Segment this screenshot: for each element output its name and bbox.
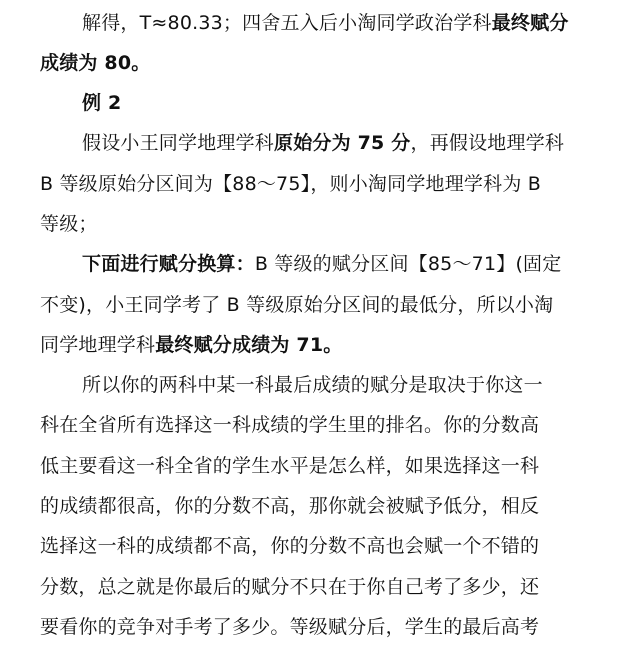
text-line-14 — [40, 534, 539, 558]
line-10-text: 所以你的两科中某一科最后成绩的赋分是取决于你这一 — [82, 374, 543, 396]
line-13-text: 的成绩都很高，你的分数不高，那你就会被赋予低分，相反 — [40, 495, 540, 517]
text-line-8 — [40, 293, 553, 317]
line-15-text: 分数，总之就是你最后的赋分不只在于你自己考了多少，还 — [40, 576, 540, 598]
line-8-text: 不变)，小王同学考了 B 等级原始分区间的最低分，所以小淘 — [40, 294, 554, 316]
text-line-11 — [40, 413, 539, 437]
line-9-bold-text: 最终赋分成绩为 71。 — [155, 334, 343, 356]
line-16-text: 要看你的竞争对手考了多少。等级赋分后，学生的最后高考 — [40, 616, 540, 638]
line-1-bold-text: 最终赋分 — [491, 12, 569, 34]
text-line-10 — [82, 373, 543, 397]
text-line-15 — [40, 575, 539, 599]
line-2-bold-text: 成绩为 80。 — [40, 52, 151, 74]
line-9-text: 同学地理学科 — [40, 334, 156, 356]
line-5-text: B 等级原始分区间为【88～75】，则小淘同学地理学科为 B — [40, 173, 542, 195]
text-line-1 — [82, 11, 569, 35]
text-line-6 — [40, 212, 98, 236]
line-1-text: 解得，T≈80.33；四舍五入后小淘同学政治学科 — [82, 12, 492, 34]
text-line-16 — [40, 615, 539, 639]
text-line-7 — [82, 252, 561, 276]
line-6-text: 等级； — [40, 213, 98, 235]
line-14-text: 选择这一科的成绩都不高，你的分数不高也会赋一个不错的 — [40, 535, 540, 557]
text-line-4 — [82, 131, 564, 155]
text-line-9 — [40, 333, 342, 357]
example-heading — [82, 91, 121, 115]
line-12-text: 低主要看这一科全省的学生水平是怎么样，如果选择这一科 — [40, 455, 540, 477]
text-line-2 — [40, 51, 150, 75]
line-4-text: 假设小王同学地理学科 — [82, 132, 275, 154]
text-line-12 — [40, 454, 539, 478]
line-7-text: B 等级的赋分区间【85～71】(固定 — [254, 253, 562, 275]
text-line-5 — [40, 172, 541, 196]
line-7-bold-text: 下面进行赋分换算： — [82, 253, 255, 275]
line-11-text: 科在全省所有选择这一科成绩的学生里的排名。你的分数高 — [40, 414, 540, 436]
example-2-label: 例 2 — [82, 92, 122, 114]
line-4-bold-text: 原始分为 75 分 — [274, 132, 411, 154]
text-line-13 — [40, 494, 539, 518]
line-4-text-tail: ，再假设地理学科 — [410, 132, 565, 154]
